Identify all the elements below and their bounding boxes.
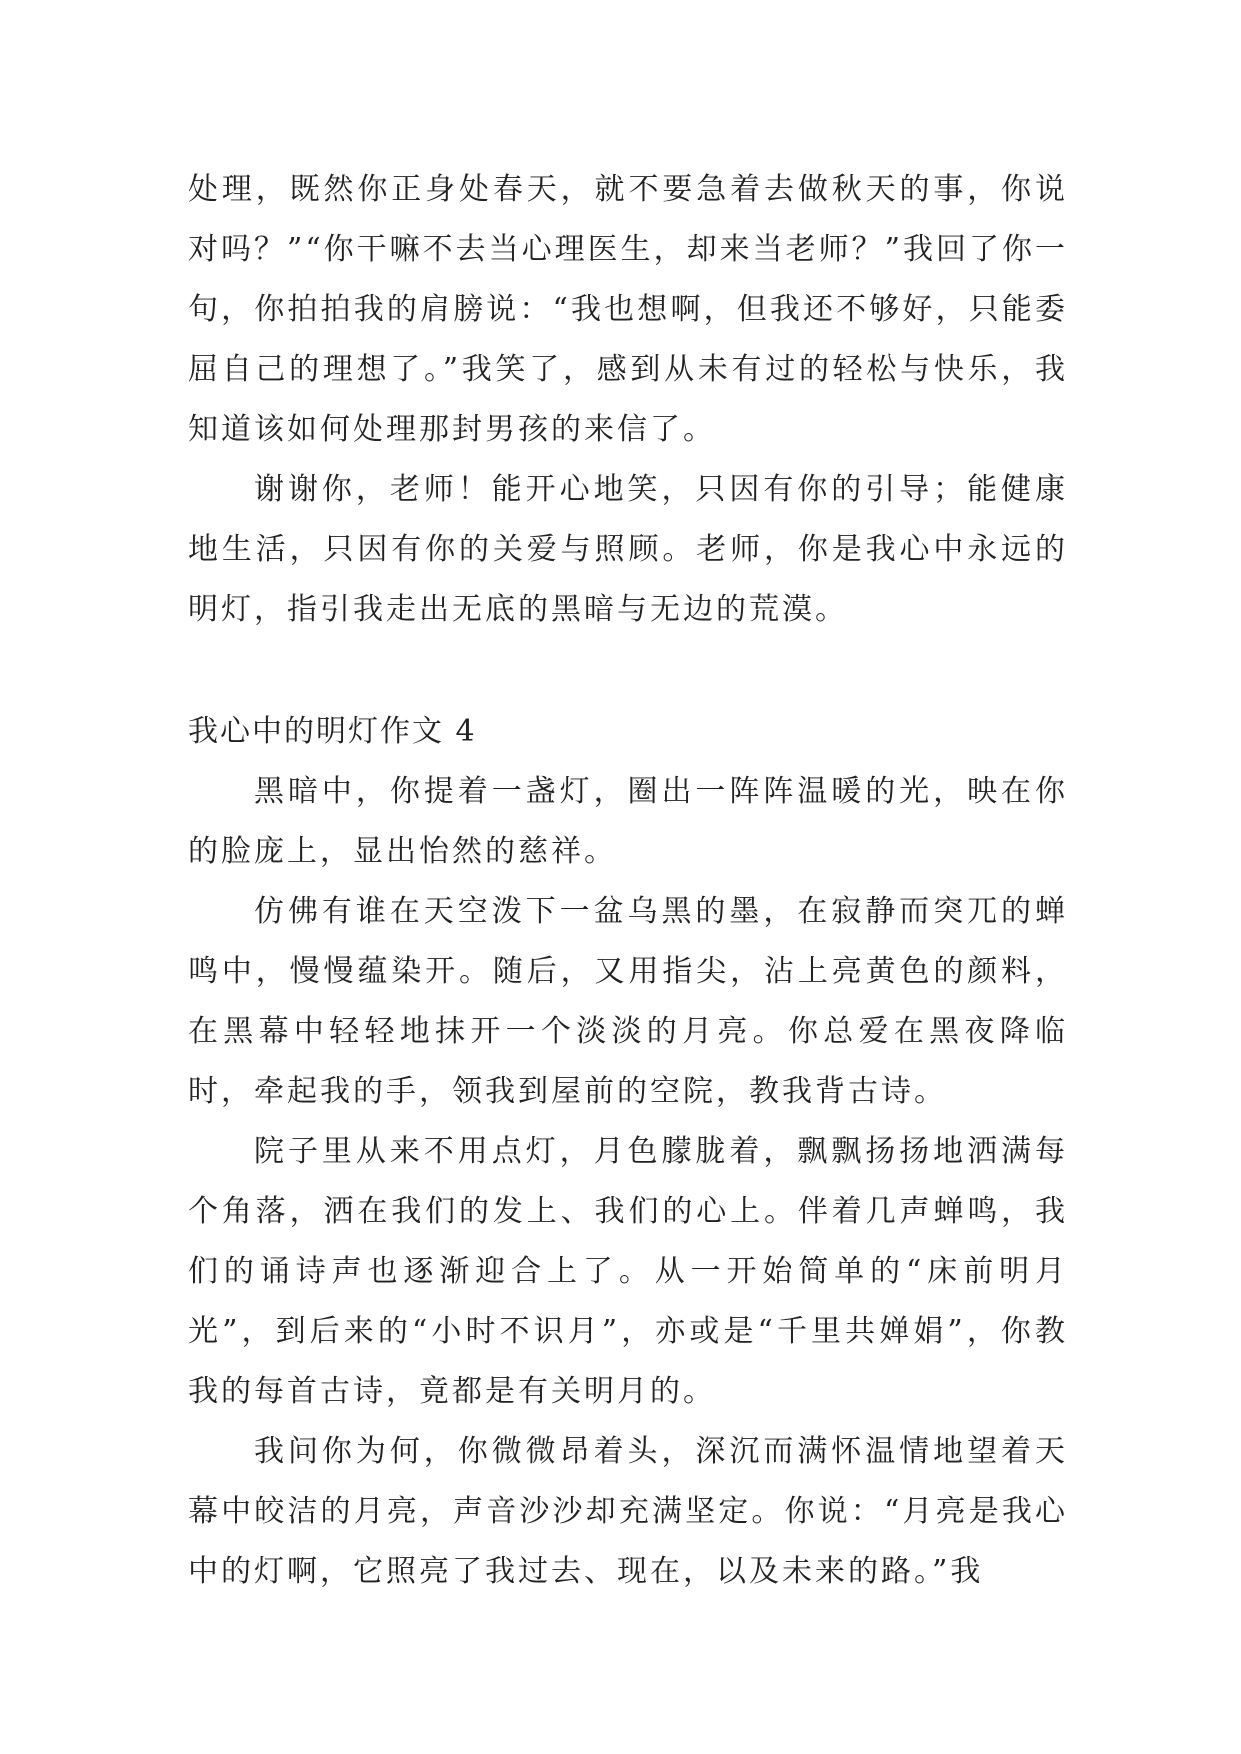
paragraph-thanks: 谢谢你，老师！能开心地笑，只因有你的引导；能健康地生活，只因有你的关爱与照顾。老师，你是我心中永远的明灯，指引我走出无底的黑暗与无边的荒漠。	[188, 472, 1068, 627]
paragraph-1: 黑暗中，你提着一盏灯，圈出一阵阵温暖的光，映在你的脸庞上，显出怡然的慈祥。	[188, 774, 1068, 869]
paragraph-3: 院子里从来不用点灯，月色朦胧着，飘飘扬扬地洒满每个角落，洒在我们的发上、我们的心上。伴着几声蝉鸣，我们的诵诗声也逐渐迎合上了。从一开始简单的“床前明月光”，到后来的“小时不识月”，亦或是“千里共婵娟”，你教我的每首古诗，竟都是有关明月的。	[188, 1134, 1068, 1409]
document-body	[188, 160, 1068, 1602]
essay-title: 我心中的明灯作文 4	[188, 714, 477, 749]
paragraph-2: 仿佛有谁在天空泼下一盆乌黑的墨，在寂静而突兀的蝉鸣中，慢慢蕴染开。随后，又用指尖，沾上亮黄色的颜料，在黑幕中轻轻地抹开一个淡淡的月亮。你总爱在黑夜降临时，牵起我的手，领我到屋前的空院，教我背古诗。	[188, 894, 1068, 1109]
paragraph-4: 我问你为何，你微微昂着头，深沉而满怀温情地望着天幕中皎洁的月亮，声音沙沙却充满坚定。你说：“月亮是我心中的灯啊，它照亮了我过去、现在，以及未来的路。”我	[188, 1434, 1068, 1589]
paragraph-continued: 处理，既然你正身处春天，就不要急着去做秋天的事，你说对吗？”“你干嘛不去当心理医生，却来当老师？”我回了你一句，你拍拍我的肩膀说：“我也想啊，但我还不够好，只能委屈自己的理想了。”我笑了，感到从未有过的轻松与快乐，我知道该如何处理那封男孩的来信了。	[188, 172, 1069, 447]
